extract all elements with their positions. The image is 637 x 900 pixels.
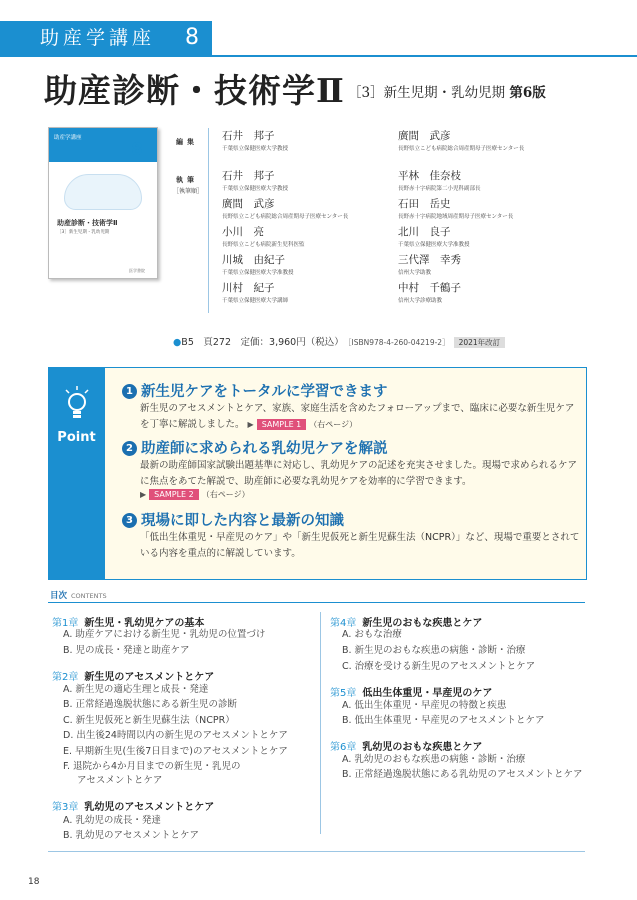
toc-chapter [52, 798, 214, 813]
toc-section: A. おもな治療 [342, 629, 402, 640]
point-body-text: 新生児のアセスメントとケア、家族、家庭生活を含めたフォローアップまで、臨床に必要な新生児ケアを丁寧に解説しました。 [140, 403, 575, 430]
toc-bottom-rule [48, 851, 585, 852]
author-name: 石田 岳史 [398, 198, 451, 210]
cover-subtitle: ［3］新生児期・乳幼児期 [57, 230, 110, 235]
sample-reference [140, 489, 250, 500]
author-name: 平林 佳奈枝 [398, 170, 461, 182]
book-title: 助産診断・技術学Ⅱ [44, 71, 345, 110]
chapter-title: 新生児・乳幼児ケアの基本 [84, 618, 205, 629]
header-rule [0, 55, 637, 57]
lightbulb-icon [64, 386, 90, 424]
toc-section: B. 児の成長・発達と助産ケア [63, 645, 190, 656]
author-name: 廣間 武彦 [222, 198, 275, 210]
toc-section: A. 低出生体重児・早産児の特徴と疾患 [342, 700, 507, 711]
toc-chapter [330, 684, 492, 699]
toc-section: D. 出生後24時間以内の新生児のアセスメントとケア [63, 730, 288, 741]
toc-section: B. 低出生体重児・早産児のアセスメントとケア [342, 715, 545, 726]
toc-title-text: 目次 [50, 591, 68, 601]
toc-chapter [52, 668, 214, 683]
point-body: 最新の助産師国家試験出題基準に対応し、乳幼児ケアの記述を充実させました。現場で求められるケアに焦点をあてた解説で、助産師に必要な乳幼児ケアを効率的に学習できます。 [140, 460, 578, 487]
point-heading [122, 437, 388, 458]
toc-section: C. 治療を受ける新生児のアセスメントとケア [342, 661, 536, 672]
author-affiliation: 信州大学助教 [398, 270, 432, 276]
author-affiliation: 長野赤十字病院第二小児科副部長 [398, 186, 481, 192]
book-subtitle [348, 81, 546, 101]
toc-section: C. 新生児仮死と新生児蘇生法（NCPR） [63, 715, 235, 726]
chapter-number: 第2章 [52, 672, 79, 683]
author-affiliation: 長野県立こども病院新生児科医監 [222, 242, 305, 248]
author-affiliation: 千葉県立保健医療大学講師 [222, 298, 289, 304]
sample-tag: SAMPLE 1 [257, 419, 307, 430]
toc-section: A. 新生児の適応生理と成長・発達 [63, 684, 209, 695]
sample-note: （右ページ） [309, 420, 358, 429]
series-name: 助産学講座 [40, 27, 156, 49]
author-name: 石井 邦子 [222, 170, 275, 182]
sample-tag: SAMPLE 2 [149, 489, 199, 500]
toc-section: F. 退院から4か月目までの新生児・乳児の [63, 761, 241, 772]
author-name: 北川 良子 [398, 226, 451, 238]
volume-number: 8 [172, 21, 212, 55]
book-cover-image [48, 127, 158, 279]
chapter-number: 第3章 [52, 802, 79, 813]
point-number: 1 [122, 384, 137, 399]
point-number: 2 [122, 441, 137, 456]
editor-name: 石井 邦子 [222, 130, 275, 142]
toc-section: B. 乳幼児のアセスメントとケア [63, 830, 199, 841]
toc-section: B. 正常経過逸脱状態にある乳幼児のアセスメントとケア [342, 769, 583, 780]
cover-publisher: 医学書院 [129, 268, 145, 273]
edition: 第6版 [509, 85, 546, 101]
revision-badge: 2021年改訂 [454, 337, 506, 348]
author-name: 中村 千鶴子 [398, 282, 461, 294]
editor-affiliation: 千葉県立保健医療大学教授 [222, 146, 289, 152]
toc-title [50, 589, 107, 601]
credits-divider [208, 128, 209, 313]
toc-section: B. 新生児のおもな疾患の病態・診断・治療 [342, 645, 526, 656]
author-affiliation: 長野県立こども病院総合周産期母子医療センター長 [222, 214, 349, 220]
point-body [140, 401, 580, 433]
point-body: 「低出生体重児・早産児のケア」や「新生児仮死と新生児蘇生法（NCPR）」など、現場で重要とされている内容を重点的に解説しています。 [140, 532, 580, 559]
chapter-title: 新生児のアセスメントとケア [84, 672, 215, 683]
baby-shoes-illustration [64, 174, 142, 210]
book-specs [173, 334, 505, 348]
point-heading-text: 現場に即した内容と最新の知識 [141, 513, 344, 529]
triangle-right-icon: ▶ [140, 490, 147, 499]
toc-section: E. 早期新生児(生後7日目まで)のアセスメントとケア [63, 746, 288, 757]
triangle-right-icon: ▶ [247, 420, 254, 429]
price: 定価：3,960円（税込） [240, 337, 344, 348]
page-count: 頁272 [203, 337, 232, 348]
toc-section: A. 乳幼児のおもな疾患の病態・診断・治療 [342, 754, 526, 765]
point-heading [122, 380, 388, 401]
sample-reference [248, 420, 358, 429]
author-name: 川村 紀子 [222, 282, 275, 294]
toc-section: A. 乳幼児の成長・発達 [63, 815, 161, 826]
point-heading [122, 509, 344, 530]
chapter-number: 第5章 [330, 688, 357, 699]
author-affiliation: 信州大学診療助教 [398, 298, 443, 304]
point-heading-text: 助産師に求められる乳幼児ケアを解説 [141, 441, 388, 457]
cover-title: 助産診断・技術学Ⅱ [57, 219, 118, 227]
chapter-number: 第1章 [52, 618, 79, 629]
author-affiliation: 千葉県立保健医療大学教授 [222, 186, 289, 192]
author-affiliation: 千葉県立保健医療大学准教授 [398, 242, 470, 248]
editor-affiliation: 長野県立こども病院総合周産期母子医療センター長 [398, 146, 525, 152]
bullet-dot-icon: ● [173, 337, 182, 348]
point-label: Point [57, 430, 96, 445]
toc-chapter [330, 614, 482, 629]
chapter-title: 低出生体重児・早産児のケア [362, 688, 493, 699]
author-affiliation: 長野赤十字病院地域周産期母子医療センター長 [398, 214, 514, 220]
toc-column-divider [320, 612, 321, 834]
toc-section: B. 正常経過逸脱状態にある新生児の診断 [63, 699, 238, 710]
chapter-number: 第4章 [330, 618, 357, 629]
authors-role-note: ［執筆順］ [173, 188, 204, 195]
editors-role: 編集 [176, 138, 198, 146]
cover-series: 助産学講座 [54, 135, 82, 141]
author-affiliation: 千葉県立保健医療大学准教授 [222, 270, 294, 276]
point-number: 3 [122, 513, 137, 528]
subtitle-part: ［3］新生児期・乳幼児期 [348, 85, 506, 101]
cover-number: 8 [131, 140, 143, 160]
chapter-title: 新生児のおもな疾患とケア [362, 618, 483, 629]
page-number: 18 [28, 877, 40, 887]
author-name: 小川 亮 [222, 226, 264, 238]
toc-chapter [330, 738, 482, 753]
editor-name: 廣間 武彦 [398, 130, 451, 142]
author-name: 川城 由紀子 [222, 254, 285, 266]
isbn: ［ISBN978-4-260-04219-2］ [347, 338, 450, 347]
toc-header-rule [48, 588, 585, 603]
authors-role: 執筆 [176, 176, 198, 184]
chapter-number: 第6章 [330, 742, 357, 753]
book-size: B5 [181, 337, 194, 348]
author-name: 三代澤 幸秀 [398, 254, 461, 266]
toc-chapter [52, 614, 204, 629]
toc-section: アセスメントとケア [77, 775, 163, 786]
toc-section: A. 助産ケアにおける新生児・乳幼児の位置づけ [63, 629, 266, 640]
sample-note: （右ページ） [201, 490, 250, 499]
chapter-title: 乳幼児のおもな疾患とケア [362, 742, 483, 753]
toc-title-en: CONTENTS [71, 592, 107, 600]
point-heading-text: 新生児ケアをトータルに学習できます [141, 384, 388, 400]
chapter-title: 乳幼児のアセスメントとケア [84, 802, 215, 813]
